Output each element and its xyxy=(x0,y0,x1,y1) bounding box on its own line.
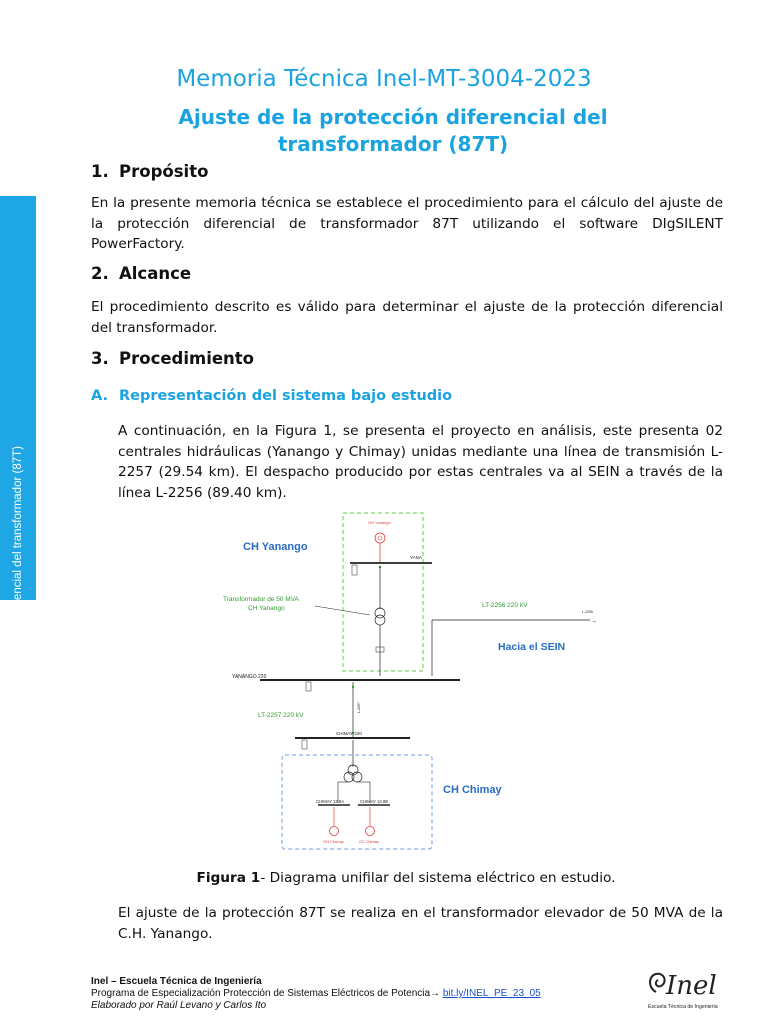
gen-chimay-1-symbol xyxy=(330,827,339,836)
section-heading-purpose xyxy=(91,162,208,181)
figure-caption xyxy=(0,870,768,886)
section-heading-scope xyxy=(91,264,191,283)
lt2256-label: LT-2256 220 kV xyxy=(482,602,528,609)
transformer-label-2: CH Yanango xyxy=(248,605,285,612)
logo-text: Inel xyxy=(666,971,717,1001)
section-heading-procedure xyxy=(91,349,254,368)
single-line-diagram xyxy=(210,505,610,855)
transformer-label-1: Transformador de 50 MVA xyxy=(223,596,299,603)
chimay-13-8a-label: CHIMAY 13.8A xyxy=(316,799,345,804)
gen-chimay-1-label: GH Chimay xyxy=(323,839,344,844)
chimay-13-8b-label: CHIMAY 13.8B xyxy=(360,799,389,804)
side-banner-text: Ajuste de la protección diferencial del transformador (87T) xyxy=(12,446,24,742)
section-title: Procedimiento xyxy=(119,349,255,368)
sein-arrow-icon: → xyxy=(590,618,597,625)
chimay-station-box xyxy=(282,755,432,849)
subsection-heading-system xyxy=(91,388,452,404)
conclusion-paragraph: El ajuste de la protección 87T se realiza en el transformador elevador de 50 MVA de la C.H. Yanango. xyxy=(118,905,723,942)
ch-chimay-label: CH Chimay xyxy=(443,784,502,796)
caption-text: - Diagrama unifilar del sistema eléctrico en estudio. xyxy=(260,870,616,886)
gen-chimay-2-label: G2 Chimay xyxy=(359,839,380,844)
lt2257-label: LT-2257 220 kV xyxy=(258,712,304,719)
purpose-paragraph: En la presente memoria técnica se establece el procedimiento para el cálculo del ajuste de la protección diferencial de transformador 87T utilizando el software DIgSILENT PowerFactory. xyxy=(91,195,723,252)
section-title: Alcance xyxy=(119,264,192,283)
ch-yanango-label: CH Yanango xyxy=(243,541,308,553)
section-title: Propósito xyxy=(119,162,209,181)
subtitle-line-2: transformador (87T) xyxy=(277,132,509,156)
footer-program xyxy=(91,988,541,1000)
footer-link[interactable]: bit.ly/INEL_PE_23_05 xyxy=(442,988,541,999)
gen-yanango-label: GH Yanango xyxy=(368,520,391,525)
document-subtitle xyxy=(150,104,636,158)
footer-credits: Elaborado por Raúl Levano y Carlos Ito xyxy=(91,1000,267,1011)
logo-caption: Escuela Técnica de Ingeniería xyxy=(648,1004,718,1010)
gen-yanango-inner xyxy=(378,536,382,540)
section-number: 2. xyxy=(91,264,109,283)
l2257-label: L-2257 xyxy=(357,702,361,713)
transformer-yanango-bottom xyxy=(375,615,385,625)
footer-program-text: Programa de Especialización Protección de Sistemas Eléctricos de Potencia→ xyxy=(91,988,443,999)
document-title: Memoria Técnica Inel-MT-3004-2023 xyxy=(176,66,592,92)
logo-spiral-icon xyxy=(650,974,665,992)
scope-paragraph: El procedimiento descrito es válido para determinar el ajuste de la protección diferencial del transformador. xyxy=(91,299,723,336)
section-number: 3. xyxy=(91,349,109,368)
system-paragraph: A continuación, en la Figura 1, se presenta el proyecto en análisis, este presenta 02 centrales hidráulicas (Yanango y Chimay) unidas mediante una línea de transmisión L-2257 (29.54 km). El despacho producido por estas centrales va al SEIN a través de la línea L-2256 (89.40 km). xyxy=(118,423,723,501)
caption-label: Figura 1 xyxy=(196,870,261,886)
yanango-station-box xyxy=(343,513,423,671)
gen-chimay-2-symbol xyxy=(366,827,375,836)
footer xyxy=(91,976,541,1012)
section-number: 1. xyxy=(91,162,109,181)
chimay-220-label: CHIMAY 220 xyxy=(336,731,362,736)
footer-organization: Inel – Escuela Técnica de Ingeniería xyxy=(91,976,262,987)
subsection-title: Representación del sistema bajo estudio xyxy=(119,388,453,404)
subtitle-line-1: Ajuste de la protección diferencial del xyxy=(178,105,608,129)
yanango-220-label: YANANGO 220 xyxy=(232,674,267,680)
yana-bus-label: YANA xyxy=(410,555,422,560)
subsection-letter: A. xyxy=(91,388,108,404)
hacia-sein-label: Hacia el SEIN xyxy=(498,641,566,653)
side-banner xyxy=(0,196,36,742)
gen-yanango-symbol xyxy=(375,533,385,543)
l2256-label: L-2256 xyxy=(582,610,593,614)
inel-logo xyxy=(644,962,722,1012)
